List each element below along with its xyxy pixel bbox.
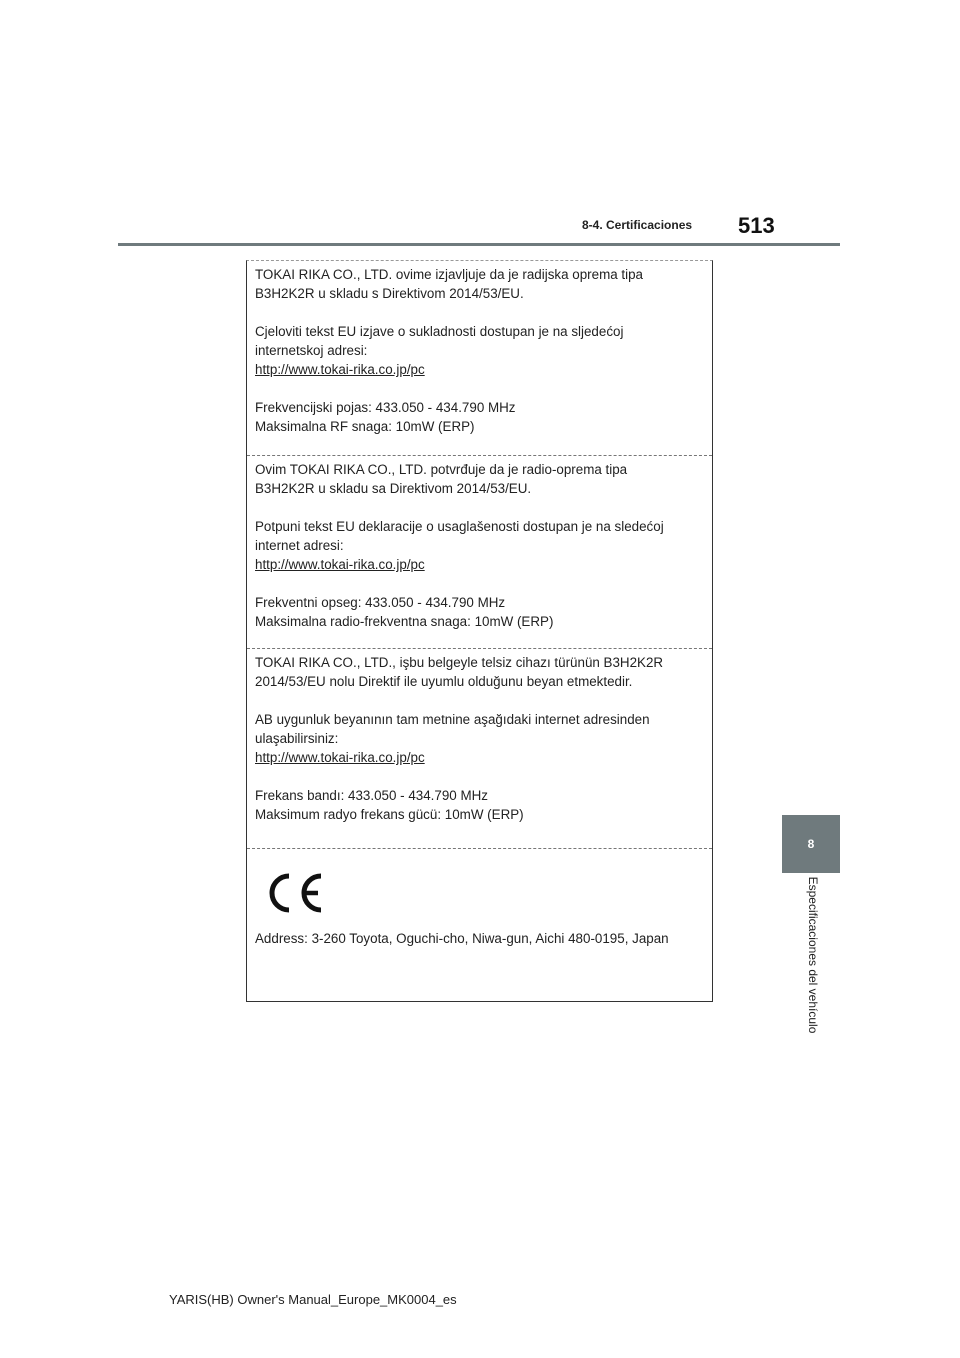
cert-power: Maksimalna RF snaga: 10mW (ERP)	[255, 419, 475, 434]
cert-block-address	[247, 848, 712, 1003]
header-rule	[118, 243, 840, 246]
cert-power: Maksimalna radio-frekventna snaga: 10mW (ERP)	[255, 614, 554, 629]
cert-url-link[interactable]: http://www.tokai-rika.co.jp/pc	[255, 750, 425, 765]
cert-text-line: B3H2K2R u skladu sa Direktivom 2014/53/EU.	[255, 481, 532, 496]
page-header-section: 8-4. Certificaciones	[582, 218, 693, 232]
cert-url-link[interactable]: http://www.tokai-rika.co.jp/pc	[255, 557, 425, 572]
certification-box	[246, 260, 713, 1002]
cert-text-line: internetskoj adresi:	[255, 343, 368, 358]
cert-frequency: Frekans bandı: 433.050 - 434.790 MHz	[255, 788, 488, 803]
manufacturer-address: Address: 3-260 Toyota, Oguchi-cho, Niwa-gun, Aichi 480-0195, Japan	[255, 931, 669, 946]
cert-url-link[interactable]: http://www.tokai-rika.co.jp/pc	[255, 362, 425, 377]
cert-text-line: B3H2K2R u skladu s Direktivom 2014/53/EU.	[255, 286, 524, 301]
cert-frequency: Frekvencijski pojas: 433.050 - 434.790 MHz	[255, 400, 516, 415]
cert-text-line: Cjeloviti tekst EU izjave o sukladnosti dostupan je na sljedećoj	[255, 324, 624, 339]
chapter-tab: 8	[782, 815, 840, 873]
cert-text-line: internet adresi:	[255, 538, 344, 553]
footer-manual-id: YARIS(HB) Owner's Manual_Europe_MK0004_es	[169, 1292, 457, 1307]
cert-text-line: AB uygunluk beyanının tam metnine aşağıdaki internet adresinden	[255, 712, 650, 727]
chapter-side-label: Especificaciones del vehículo	[806, 876, 820, 1034]
cert-text-line: 2014/53/EU nolu Direktif ile uyumlu olduğunu beyan etmektedir.	[255, 674, 633, 689]
cert-text-line: ulaşabilirsiniz:	[255, 731, 339, 746]
cert-block-turkish	[247, 648, 712, 848]
cert-text-line: TOKAI RIKA CO., LTD. ovime izjavljuje da je radijska oprema tipa	[255, 267, 643, 282]
cert-block-serbian	[247, 455, 712, 648]
cert-block-croatian	[247, 261, 712, 455]
cert-frequency: Frekventni opseg: 433.050 - 434.790 MHz	[255, 595, 506, 610]
cert-text-line: TOKAI RIKA CO., LTD., işbu belgeyle telsiz cihazı türünün B3H2K2R	[255, 655, 664, 670]
cert-text-line: Potpuni tekst EU deklaracije o usaglašenosti dostupan je na sledećoj	[255, 519, 664, 534]
cert-power: Maksimum radyo frekans gücü: 10mW (ERP)	[255, 807, 524, 822]
page-number: 513	[738, 213, 775, 238]
ce-mark-icon	[263, 871, 327, 915]
cert-text-line: Ovim TOKAI RIKA CO., LTD. potvrđuje da je radio-oprema tipa	[255, 462, 628, 477]
